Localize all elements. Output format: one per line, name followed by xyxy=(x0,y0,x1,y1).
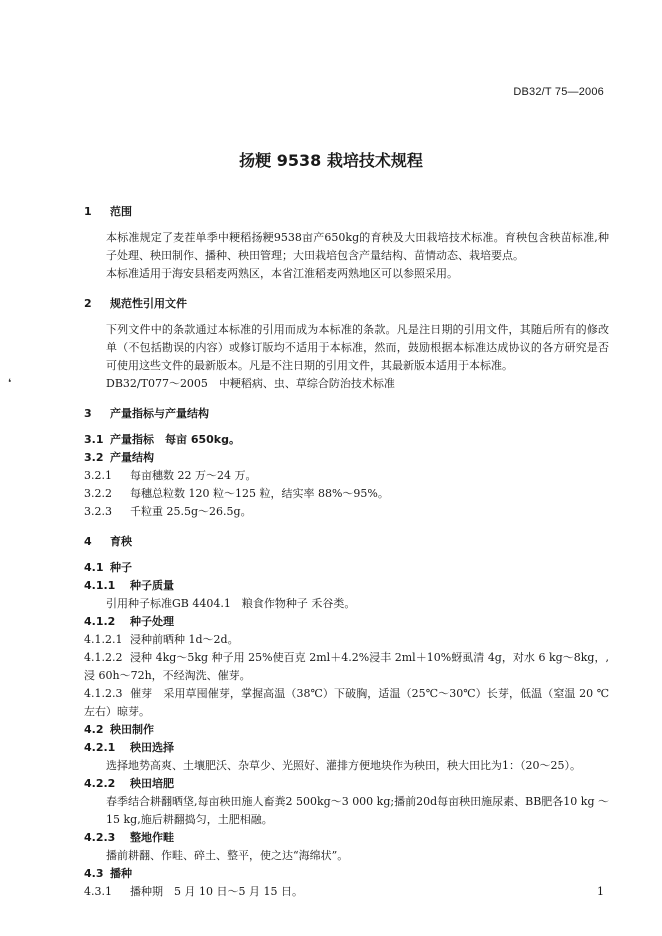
section-number: 2 xyxy=(84,297,92,310)
page-number: 1 xyxy=(597,885,604,898)
clause-4-1-2: 4.1.2 种子处理 xyxy=(84,615,174,628)
clause-4-2-1: 4.2.1 秧田选择 xyxy=(84,741,174,754)
section-1-paragraph: 本标准规定了麦茬单季中粳稻扬粳9538亩产650kg的育秧及大田栽培技术标准。育秧包含秧苗标准,种子处理、秧田制作、播种、秧田管理；大田栽培包含产量结构、苗情动态、栽培要点。 xyxy=(106,231,609,262)
clause-4-1-2-3: 4.1.2.3 催芽 采用草囤催芽，掌握高温（38℃）下破胸，适温（25℃～30℃）长芽，低温（窒温 20 ℃左右）晾芽。 xyxy=(84,687,609,718)
section-1-heading xyxy=(84,203,609,221)
clause-4-2-3-body: 播前耕翻、作畦、碎土、整平，使之达“海绵状”。 xyxy=(106,849,349,862)
clause-4-1-1-body: 引用种子标准GB 4404.1 粮食作物种子 禾谷类。 xyxy=(106,597,356,610)
section-title: 规范性引用文件 xyxy=(110,297,187,310)
section-2-heading xyxy=(84,295,609,313)
clause-4-2: 4.2 秧田制作 xyxy=(84,723,154,736)
clause-4-2-2-body: 春季结合耕翻晒垡,每亩秧田施人畜粪2 500kg～3 000 kg;播前20d每亩秧田施尿素、BB肥各10 kg ～15 kg,施后耕翻捣匀，土肥相融。 xyxy=(106,795,609,826)
stray-mark: ❛ xyxy=(8,378,12,389)
section-title: 育秧 xyxy=(110,535,132,548)
clause-3-2-2: 3.2.2 每穗总粒数 120 粒～125 粒，结实率 88%～95%。 xyxy=(84,487,389,500)
section-4-heading xyxy=(84,533,609,551)
section-title: 产量指标与产量结构 xyxy=(110,407,209,420)
section-number: 4 xyxy=(84,535,92,548)
clause-3-2: 3.2 产量结构 xyxy=(84,451,154,464)
section-number: 3 xyxy=(84,407,92,420)
clause-3-1: 3.1 产量指标 每亩 650kg。 xyxy=(84,433,240,446)
clause-4-1-2-2: 4.1.2.2 浸种 4kg～5kg 种子用 25%使百克 2ml＋4.2%浸丰 2ml＋10%蚜虱清 4g，对水 6 kg～8kg，,浸 60h～72h，不经淘洗、催芽。 xyxy=(84,651,609,682)
document-body xyxy=(84,203,609,901)
clause-4-1-1: 4.1.1 种子质量 xyxy=(84,579,174,592)
clause-4-2-2: 4.2.2 秧田培肥 xyxy=(84,777,174,790)
clause-3-2-3: 3.2.3 千粒重 25.5g～26.5g。 xyxy=(84,505,252,518)
clause-3-2-1: 3.2.1 每亩穗数 22 万～24 万。 xyxy=(84,469,257,482)
section-number: 1 xyxy=(84,205,92,218)
clause-4-2-3: 4.2.3 整地作畦 xyxy=(84,831,174,844)
normative-reference: DB32/T077～2005 中粳稻病、虫、草综合防治技术标准 xyxy=(106,377,395,390)
section-title: 范围 xyxy=(110,205,132,218)
clause-4-1: 4.1 种子 xyxy=(84,561,132,574)
clause-4-3: 4.3 播种 xyxy=(84,867,132,880)
clause-4-1-2-1: 4.1.2.1 浸种前晒种 1d～2d。 xyxy=(84,633,239,646)
standard-code: DB32/T 75—2006 xyxy=(513,86,604,98)
section-3-heading xyxy=(84,405,609,423)
clause-4-3-1: 4.3.1 播种期 5 月 10 日～5 月 15 日。 xyxy=(84,885,303,898)
section-1-paragraph: 本标准适用于海安县稻麦两熟区，本省江淮稻麦两熟地区可以参照采用。 xyxy=(106,267,458,280)
section-2-paragraph: 下列文件中的条款通过本标准的引用而成为本标准的条款。凡是注日期的引用文件，其随后所有的修改单（不包括勘误的内容）或修订版均不适用于本标准，然而，鼓励根据本标准达成协议的各方研究是否可使用这些文件的最新版本。凡是不注日期的引用文件，其最新版本适用于本标准。 xyxy=(106,323,609,372)
clause-4-2-1-body: 选择地势高爽、土壤肥沃、杂草少、光照好、灌排方便地块作为秧田，秧大田比为1：（20～25）。 xyxy=(106,759,581,772)
document-title: 扬粳 9538 栽培技术规程 xyxy=(239,151,423,170)
